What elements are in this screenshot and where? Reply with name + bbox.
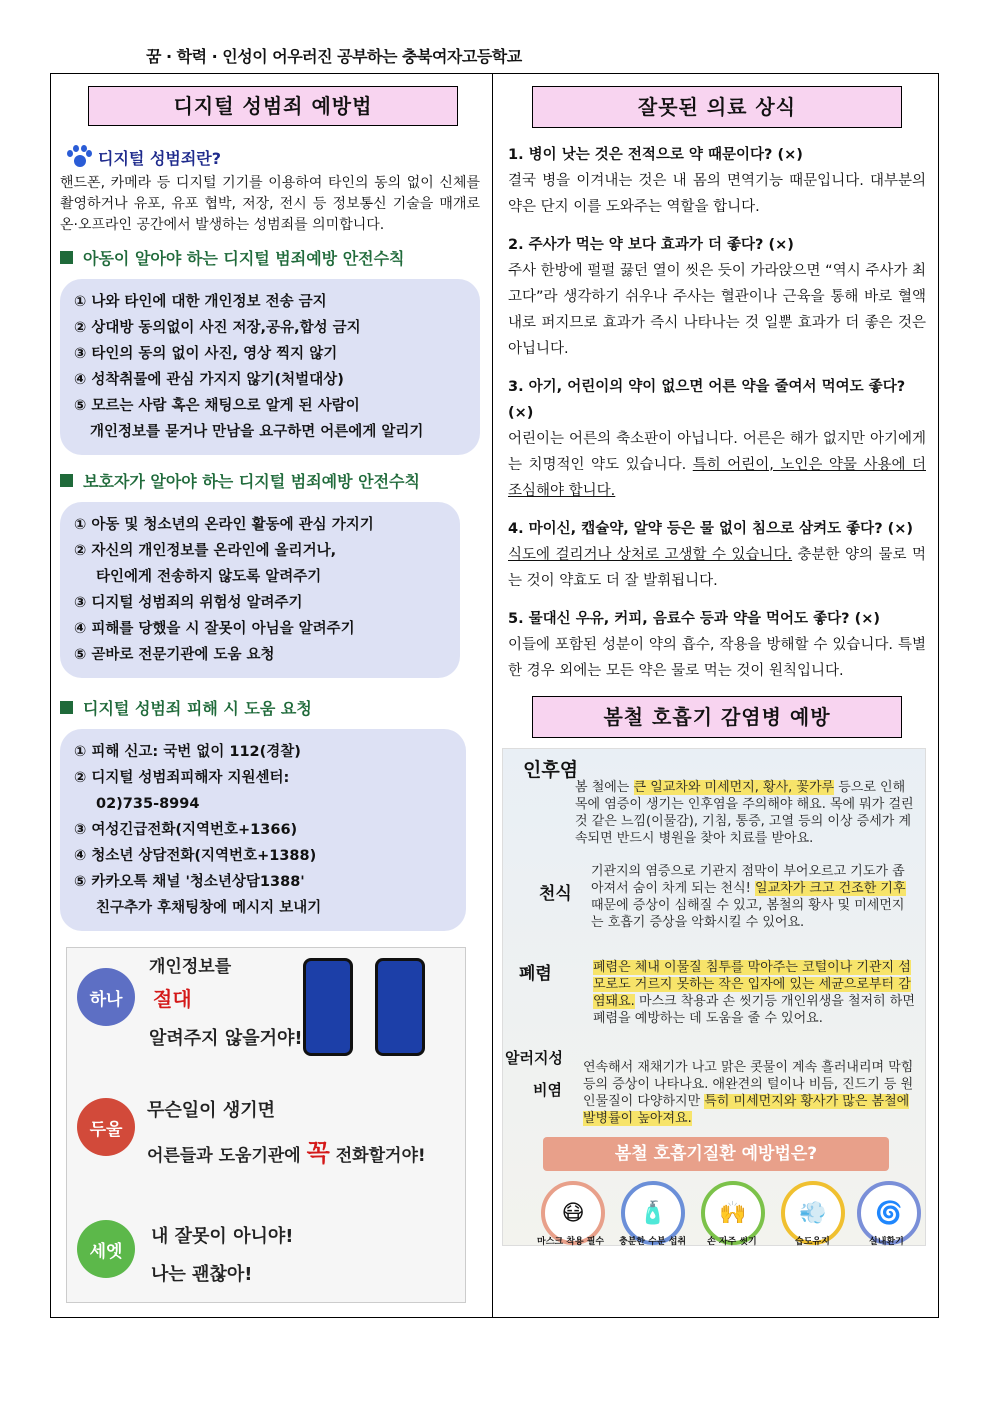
definition-text: 핸드폰, 카메라 등 디지털 기기를 이용하여 타인의 동의 없이 신체를 촬영하거나 유포, 유포 협박, 저장, 전시 등 정보통신 기술을 매개로 온·오프라인 공간에서 발생하는 성범죄를 의미합니다. bbox=[60, 175, 480, 233]
list-item: ③ 타인의 동의 없이 사진, 영상 찍지 않기 bbox=[74, 346, 338, 362]
list-item: ② 상대방 동의없이 사진 저장,공유,합성 금지 bbox=[74, 320, 361, 336]
tip-humidity: 습도유지 bbox=[795, 1237, 830, 1247]
promise-two-text: 어른들과 도움기관에 bbox=[147, 1146, 301, 1166]
qa-answer-underlined: 특히 어린이, 노인은 약물 사용에 더 조심해야 합니다. bbox=[508, 457, 926, 499]
promise-three-line1: 내 잘못이 아니야! bbox=[151, 1226, 294, 1247]
list-item: ① 나와 타인에 대한 개인정보 전송 금지 bbox=[74, 294, 327, 310]
tip-ventilation: 실내환기 bbox=[869, 1237, 904, 1247]
child-section-heading bbox=[60, 246, 480, 269]
qa-question: 4. 마이신, 캡슐약, 알약 등은 물 없이 침으로 삼켜도 좋다? (×) bbox=[508, 521, 914, 537]
help-section-heading bbox=[60, 696, 480, 719]
list-item: ⑤ 곧바로 전문기관에 도움 요청 bbox=[74, 647, 275, 663]
left-column bbox=[60, 86, 480, 1303]
text-part: 마스크 착용과 손 씻기등 개인위생을 철저히 하면 폐렴을 예방하는 데 도움을 줄 수 있어요. bbox=[593, 994, 915, 1026]
list-item: 02)735-8994 bbox=[96, 796, 200, 812]
prevention-banner: 봄철 호흡기질환 예방법은? bbox=[543, 1137, 889, 1171]
promise-two-text-end: 전화할거야! bbox=[335, 1146, 426, 1166]
qa-answer-text: 어린이는 어른의 축소판이 아닙니다. 어른은 해가 없지만 아기에게는 치명적인 약도 있습니다. bbox=[508, 431, 926, 473]
right-column bbox=[505, 86, 927, 1247]
qa-answer-text: 충분한 양의 물로 먹는 것이 약효도 더 잘 발휘됩니다. bbox=[508, 547, 927, 589]
text-pharyngitis bbox=[575, 779, 915, 847]
text-part: 봄 철에는 bbox=[575, 780, 634, 795]
list-item: ④ 청소년 상담전화(지역번호+1388) bbox=[74, 848, 317, 864]
help-section-heading-text: 디지털 성범죄 피해 시 도움 요청 bbox=[83, 699, 312, 718]
list-item: ④ 성착취물에 관심 가지지 않기(처벌대상) bbox=[74, 372, 344, 388]
qa-answer bbox=[508, 426, 926, 504]
text-part: 등으로 인해 목에 염증이 생기는 인후염을 주의해야 해요. 목에 뭐가 걸린 것 같은 느낌(이물감), 기침, 통증, 고열 등의 이상 증세가 계속되면 반드시 병원을 찾아 치료를 받아요. bbox=[575, 780, 914, 846]
label-asthma: 천식 bbox=[539, 884, 572, 904]
list-item: ⑤ 카카오톡 채널 '청소년상담1388' bbox=[74, 874, 305, 890]
label-rhinitis: 비염 bbox=[533, 1081, 562, 1099]
paw-icon bbox=[66, 144, 92, 170]
guardian-rules-box bbox=[60, 502, 460, 678]
list-item: 타인에게 전송하지 않도록 알려주기 bbox=[96, 569, 322, 585]
text-asthma bbox=[591, 863, 917, 931]
promise-two-emphasis: 꼭 bbox=[306, 1139, 330, 1167]
respiratory-infographic bbox=[502, 748, 926, 1246]
list-item: ③ 여성긴급전화(지역번호+1366) bbox=[74, 822, 298, 838]
list-item: ⑤ 모르는 사람 혹은 채팅으로 알게 된 사람이 bbox=[74, 398, 360, 414]
badge-three: 세엣 bbox=[77, 1220, 135, 1278]
badge-one: 하나 bbox=[77, 968, 135, 1026]
text-highlight: 큰 일교차와 미세먼지, 황사, 꽃가루 bbox=[633, 780, 835, 795]
right-title: 잘못된 의료 상식 bbox=[532, 86, 902, 128]
qa-answer: 결국 병을 이겨내는 것은 내 몸의 면역기능 때문입니다. 대부분의 약은 단지 이를 도와주는 역할을 합니다. bbox=[508, 173, 926, 215]
list-item: ② 디지털 성범죄피해자 지원센터: bbox=[74, 770, 290, 786]
list-item: ② 자신의 개인정보를 온라인에 올리거나, bbox=[74, 543, 337, 559]
qa-answer: 주사 한방에 펄펄 끓던 열이 씻은 듯이 가라앉으면 “역시 주사가 최고다”라 생각하기 쉬우나 주사는 혈관이나 근육을 통해 바로 혈액 내로 퍼지므로 효과가 즉시 나타나는 것 일뿐 효과가 더 좋은 것은 아닙니다. bbox=[508, 263, 926, 357]
qa-answer bbox=[508, 542, 926, 594]
list-item: ④ 피해를 당했을 시 잘못이 아님을 알려주기 bbox=[74, 621, 355, 637]
promise-one-line3: 알려주지 않을거야! bbox=[149, 1028, 303, 1049]
square-bullet-icon bbox=[60, 701, 73, 714]
column-divider bbox=[492, 73, 493, 1318]
text-highlight: 폐렴은 체내 이물질 침투를 막아주는 코털이나 기관지 섬모로도 거르지 못하는 작은 입자에 있는 세균으로부터 감염돼요. bbox=[593, 960, 911, 1009]
list-item: ① 아동 및 청소년의 온라인 활동에 관심 가지기 bbox=[74, 517, 374, 533]
qa-answer: 이들에 포함된 성분이 약의 흡수, 작용을 방해할 수 있습니다. 특별한 경우 외에는 모든 약은 물로 먹는 것이 원칙입니다. bbox=[508, 637, 926, 679]
list-item: 개인정보를 묻거나 만남을 요구하면 어른에게 알리기 bbox=[90, 424, 424, 440]
definition-subtitle-text: 디지털 성범죄란? bbox=[98, 148, 222, 168]
promise-three-line2: 나는 괜찮아! bbox=[151, 1264, 253, 1285]
qa-answer-underlined: 식도에 걸리거나 상처로 고생할 수 있습니다. bbox=[508, 547, 793, 563]
square-bullet-icon bbox=[60, 474, 73, 487]
phone-image bbox=[375, 958, 425, 1056]
list-item: ③ 디지털 성범죄의 위험성 알려주기 bbox=[74, 595, 303, 611]
label-pharyngitis: 인후염 bbox=[523, 759, 579, 781]
label-pneumonia: 폐렴 bbox=[519, 964, 552, 984]
left-title: 디지털 성범죄 예방법 bbox=[88, 86, 458, 126]
promise-one-line1: 개인정보를 bbox=[149, 957, 232, 977]
child-section-heading-text: 아동이 알아야 하는 디지털 범죄예방 안전수칙 bbox=[83, 249, 405, 268]
list-item: ① 피해 신고: 국번 없이 112(경찰) bbox=[74, 744, 301, 760]
hand-wash-icon: 🙌 bbox=[701, 1181, 765, 1245]
tip-mask: 마스크 착용 필수 bbox=[537, 1237, 605, 1247]
water-bottle-icon: 🧴 bbox=[621, 1181, 685, 1245]
guardian-section-heading-text: 보호자가 알아야 하는 디지털 범죄예방 안전수칙 bbox=[83, 472, 420, 491]
promise-two-line2 bbox=[147, 1138, 426, 1171]
tip-water: 충분한 수분 섭취 bbox=[619, 1237, 687, 1247]
qa-question: 3. 아기, 어린이의 약이 없으면 어른 약을 줄여서 먹여도 좋다? (×) bbox=[508, 379, 906, 421]
text-part: 때문에 증상이 심해질 수 있고, 봄철의 황사 및 미세먼지는 호흡기 증상을 악화시킬 수 있어요. bbox=[591, 898, 905, 930]
qa-question: 2. 주사가 먹는 약 보다 효과가 더 좋다? (×) bbox=[508, 237, 794, 253]
text-highlight: 특히 미세먼지와 황사가 많은 봄철에 발병률이 높아져요. bbox=[583, 1094, 910, 1126]
help-box bbox=[60, 729, 466, 931]
text-highlight: 일교차가 크고 건조한 기후 bbox=[755, 881, 906, 896]
label-allergic: 알러지성 bbox=[505, 1049, 563, 1067]
phone-image bbox=[303, 958, 353, 1056]
qa-question: 1. 병이 낫는 것은 전적으로 약 때문이다? (×) bbox=[508, 147, 803, 163]
square-bullet-icon bbox=[60, 251, 73, 264]
school-motto-header: 꿈 · 학력 · 인성이 어우러진 공부하는 충북여자고등학교 bbox=[146, 47, 522, 66]
spring-title: 봄철 호흡기 감염병 예방 bbox=[532, 696, 902, 738]
promise-two-line1: 무슨일이 생기면 bbox=[147, 1100, 275, 1121]
promise-illustration bbox=[66, 947, 466, 1303]
text-part: 기관지의 염증으로 기관지 점막이 부어오르고 기도가 좁아져서 숨이 차게 되는 천식! bbox=[591, 864, 905, 896]
ventilation-icon: 🌀 bbox=[857, 1181, 921, 1245]
child-rules-box bbox=[60, 279, 480, 455]
qa-question: 5. 물대신 우유, 커피, 음료수 등과 약을 먹어도 좋다? (×) bbox=[508, 611, 880, 627]
tip-handwash: 손 자주 씻기 bbox=[707, 1237, 757, 1247]
guardian-section-heading bbox=[60, 469, 480, 492]
text-rhinitis bbox=[583, 1059, 917, 1127]
definition-subtitle bbox=[60, 144, 480, 170]
list-item: 친구추가 후채팅창에 메시지 보내기 bbox=[96, 900, 322, 916]
promise-one-line2: 절대 bbox=[153, 987, 192, 1011]
badge-two: 두울 bbox=[77, 1098, 135, 1156]
humidifier-icon: 💨 bbox=[781, 1181, 845, 1245]
mask-icon: 😷 bbox=[541, 1181, 605, 1245]
text-pneumonia bbox=[593, 959, 917, 1027]
text-part: 연속해서 재채기가 나고 맑은 콧물이 계속 흘러내리며 막힘 등의 증상이 나타나요. 애완견의 털이나 비듬, 진드기 등 원인물질이 다양하지만 bbox=[583, 1060, 914, 1109]
